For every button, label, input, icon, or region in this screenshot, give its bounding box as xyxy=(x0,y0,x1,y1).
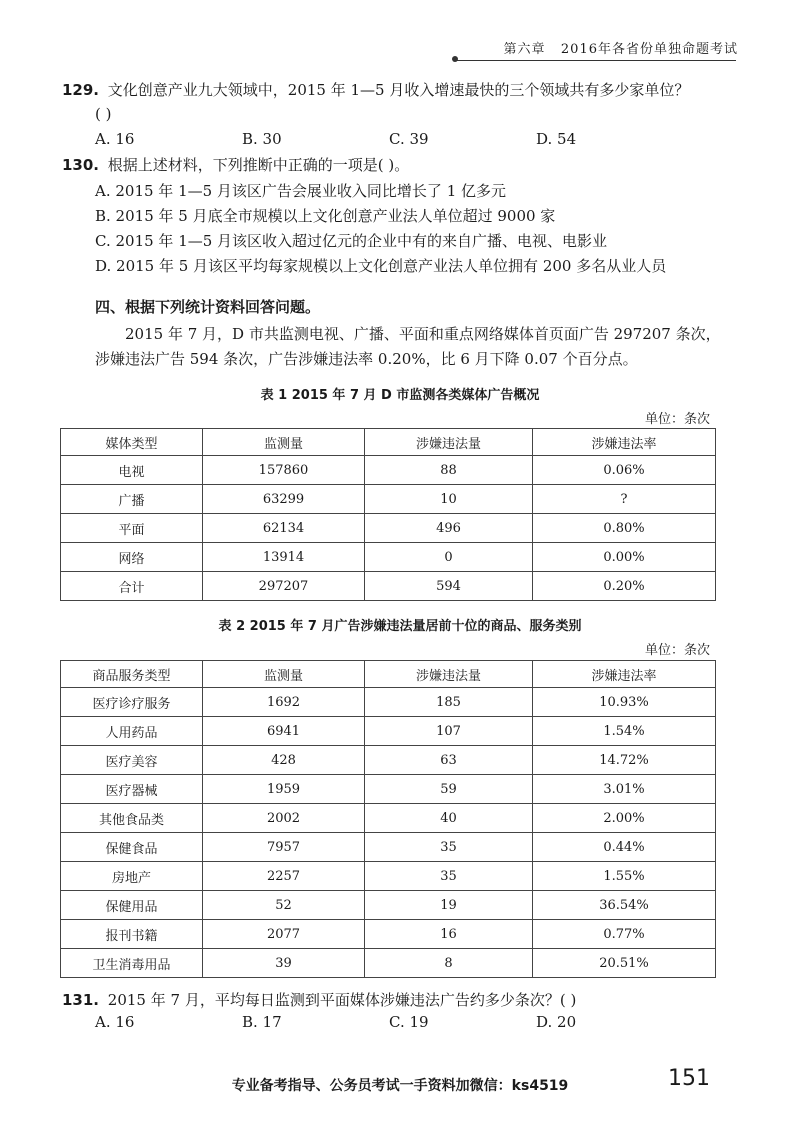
question-129 xyxy=(62,78,689,102)
cell: 1.54% xyxy=(533,717,716,746)
table-header-row xyxy=(61,661,716,688)
cell: 157860 xyxy=(203,456,365,485)
table-row xyxy=(61,833,716,862)
table-row xyxy=(61,514,716,543)
cell: 14.72% xyxy=(533,746,716,775)
cell: 10.93% xyxy=(533,688,716,717)
cell: 0.80% xyxy=(533,514,716,543)
question-number: 131. xyxy=(62,991,100,1009)
cell: 10 xyxy=(365,485,533,514)
cell: 1.55% xyxy=(533,862,716,891)
option-a[interactable]: A. 16 xyxy=(95,1013,135,1031)
cell: 保健食品 xyxy=(61,833,203,862)
cell: 保健用品 xyxy=(61,891,203,920)
cell: 广播 xyxy=(61,485,203,514)
option-c[interactable]: C. 19 xyxy=(389,1013,429,1031)
option-d[interactable]: D. 2015 年 5 月该区平均每家规模以上文化创意产业法人单位拥有 200 多名从业人员 xyxy=(95,257,667,275)
cell: 2.00% xyxy=(533,804,716,833)
header-dot xyxy=(452,56,458,62)
cell: 36.54% xyxy=(533,891,716,920)
table-row xyxy=(61,891,716,920)
cell: 16 xyxy=(365,920,533,949)
cell: 0.20% xyxy=(533,572,716,601)
cell: 13914 xyxy=(203,543,365,572)
option-d[interactable]: D. 20 xyxy=(536,1013,577,1031)
table-row xyxy=(61,688,716,717)
header-cell: 监测量 xyxy=(203,429,365,456)
header-cell: 涉嫌违法量 xyxy=(365,429,533,456)
table-row xyxy=(61,485,716,514)
cell: 35 xyxy=(365,833,533,862)
cell: 卫生消毒用品 xyxy=(61,949,203,978)
header-cell: 媒体类型 xyxy=(61,429,203,456)
question-131 xyxy=(62,988,576,1012)
option-c[interactable]: C. 39 xyxy=(389,130,429,148)
chapter-label: 第六章 xyxy=(503,42,546,57)
cell: 6941 xyxy=(203,717,365,746)
cell: 63299 xyxy=(203,485,365,514)
cell: 8 xyxy=(365,949,533,978)
cell: 428 xyxy=(203,746,365,775)
option-c[interactable]: C. 2015 年 1—5 月该区收入超过亿元的企业中有的来自广播、电视、电影业 xyxy=(95,232,608,250)
table-row xyxy=(61,920,716,949)
cell: 2002 xyxy=(203,804,365,833)
cell: 496 xyxy=(365,514,533,543)
cell: 40 xyxy=(365,804,533,833)
question-number: 130. xyxy=(62,156,100,174)
question-text: 2015 年 7 月，平均每日监测到平面媒体涉嫌违法广告约多少条次？( ) xyxy=(107,991,577,1009)
cell: 3.01% xyxy=(533,775,716,804)
cell: 2257 xyxy=(203,862,365,891)
table-row xyxy=(61,862,716,891)
question-text: 根据上述材料，下列推断中正确的一项是( )。 xyxy=(107,156,410,174)
cell: 合计 xyxy=(61,572,203,601)
cell: 59 xyxy=(365,775,533,804)
header-cell: 涉嫌违法率 xyxy=(533,661,716,688)
cell: 52 xyxy=(203,891,365,920)
footer-promo-text: 专业备考指导、公务员考试一手资料加微信：ks4519 xyxy=(231,1078,569,1094)
cell: 62134 xyxy=(203,514,365,543)
table2-caption: 表 2 2015 年 7 月广告涉嫌违法量居前十位的商品、服务类别 xyxy=(218,619,582,634)
page-number: 151 xyxy=(668,1066,710,1091)
table-row xyxy=(61,572,716,601)
question-130 xyxy=(62,153,409,177)
table-row xyxy=(61,775,716,804)
cell: 1959 xyxy=(203,775,365,804)
option-a[interactable]: A. 2015 年 1—5 月该区广告会展业收入同比增长了 1 亿多元 xyxy=(95,182,507,200)
answer-paren: ( ) xyxy=(95,105,112,123)
option-a[interactable]: A. 16 xyxy=(95,130,135,148)
cell: 19 xyxy=(365,891,533,920)
cell: 7957 xyxy=(203,833,365,862)
cell: 医疗诊疗服务 xyxy=(61,688,203,717)
table2-unit: 单位：条次 xyxy=(644,643,710,658)
cell: 医疗器械 xyxy=(61,775,203,804)
running-header xyxy=(503,38,738,57)
table-header-row xyxy=(61,429,716,456)
table-row xyxy=(61,949,716,978)
option-b[interactable]: B. 30 xyxy=(242,130,282,148)
section-paragraph: 2015 年 7 月，D 市共监测电视、广播、平面和重点网络媒体首页面广告 297207 条次，涉嫌违法广告 594 条次，广告涉嫌违法率 0.20%，比 6 月下降 0.07 个百分点。 xyxy=(95,325,721,368)
question-text: 文化创意产业九大领域中，2015 年 1—5 月收入增速最快的三个领域共有多少家单位？ xyxy=(107,81,690,99)
cell: 报刊书籍 xyxy=(61,920,203,949)
header-rule xyxy=(456,60,736,61)
cell: 0.00% xyxy=(533,543,716,572)
cell: 其他食品类 xyxy=(61,804,203,833)
cell: 人用药品 xyxy=(61,717,203,746)
cell: 0 xyxy=(365,543,533,572)
section-title: 四、根据下列统计资料回答问题。 xyxy=(95,298,321,316)
header-cell: 涉嫌违法量 xyxy=(365,661,533,688)
cell: 网络 xyxy=(61,543,203,572)
question-number: 129. xyxy=(62,81,100,99)
cell: 35 xyxy=(365,862,533,891)
cell: 0.06% xyxy=(533,456,716,485)
table2 xyxy=(60,660,716,978)
cell: 0.77% xyxy=(533,920,716,949)
cell: 88 xyxy=(365,456,533,485)
option-b[interactable]: B. 2015 年 5 月底全市规模以上文化创意产业法人单位超过 9000 家 xyxy=(95,207,556,225)
cell: ? xyxy=(533,485,716,514)
header-cell: 监测量 xyxy=(203,661,365,688)
cell: 电视 xyxy=(61,456,203,485)
cell: 20.51% xyxy=(533,949,716,978)
table-row xyxy=(61,804,716,833)
table1 xyxy=(60,428,716,601)
cell: 39 xyxy=(203,949,365,978)
cell: 医疗美容 xyxy=(61,746,203,775)
cell: 2077 xyxy=(203,920,365,949)
cell: 107 xyxy=(365,717,533,746)
header-cell: 涉嫌违法率 xyxy=(533,429,716,456)
header-cell: 商品服务类型 xyxy=(61,661,203,688)
table-row xyxy=(61,543,716,572)
cell: 0.44% xyxy=(533,833,716,862)
table1-unit: 单位：条次 xyxy=(644,412,710,427)
cell: 房地产 xyxy=(61,862,203,891)
cell: 1692 xyxy=(203,688,365,717)
cell: 平面 xyxy=(61,514,203,543)
cell: 297207 xyxy=(203,572,365,601)
table-row xyxy=(61,746,716,775)
table-row xyxy=(61,717,716,746)
cell: 594 xyxy=(365,572,533,601)
table-row xyxy=(61,456,716,485)
option-d[interactable]: D. 54 xyxy=(536,130,577,148)
chapter-title: 2016年各省份单独命题考试 xyxy=(560,42,738,57)
cell: 185 xyxy=(365,688,533,717)
cell: 63 xyxy=(365,746,533,775)
option-b[interactable]: B. 17 xyxy=(242,1013,282,1031)
table1-caption: 表 1 2015 年 7 月 D 市监测各类媒体广告概况 xyxy=(260,388,540,403)
